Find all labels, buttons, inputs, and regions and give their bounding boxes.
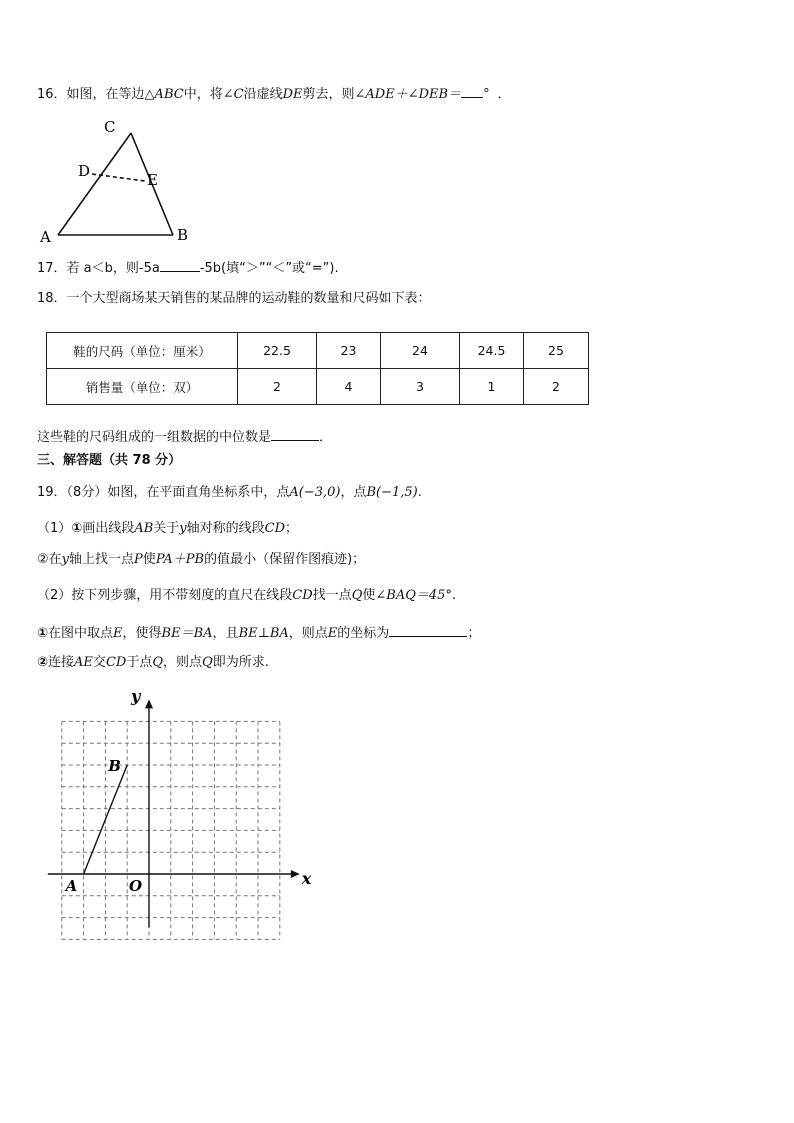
label-c: C (104, 118, 116, 136)
q16-answer-blank[interactable] (461, 84, 483, 98)
size-cell: 25 (524, 333, 589, 369)
q19-p2-angle: ∠BAQ＝45° (375, 588, 452, 603)
y-axis-arrow (145, 699, 153, 708)
q19-p1b-mark: ② (37, 552, 49, 567)
q19-p1a-text-2: 关于 (153, 521, 180, 536)
q19-p1a-cd: CD (264, 521, 286, 536)
q18-question-end: ． (319, 430, 333, 445)
q19-stem-2: ，点 (340, 485, 367, 500)
q19-s1-answer-blank[interactable] (389, 623, 467, 637)
q16-de: DE (282, 87, 303, 102)
q19-p1a-mark: ① (71, 521, 83, 536)
table-row (47, 333, 589, 369)
q19-part1b-line (37, 551, 365, 569)
q19-p1b-text-1: 在 (48, 552, 62, 567)
q19-number: 19． (37, 485, 67, 500)
q16-expression: ∠ADE＋∠DEB＝ (354, 87, 462, 102)
count-cell: 1 (460, 369, 524, 405)
q19-s1-text-4: ，则点 (288, 626, 328, 641)
q16-triangle-figure (36, 114, 196, 248)
size-cell: 22.5 (238, 333, 317, 369)
origin-label: O (129, 877, 143, 895)
q19-p2-text-4: . (451, 588, 457, 603)
q19-coordinate-graph (40, 686, 312, 962)
q19-p1a-text-3: 轴对称的线段 (186, 521, 265, 536)
q18-number: 18． (37, 291, 67, 306)
q19-s1-text-3: ，且 (212, 626, 239, 641)
q19-stem-3: . (417, 485, 422, 500)
q19-p1a-y: y (179, 521, 187, 536)
table-row (47, 369, 589, 405)
q19-s2-text-2: 交 (92, 655, 106, 670)
q16-degree: ° (483, 87, 490, 102)
x-axis-label: x (301, 869, 312, 888)
q19-stem-1: 如图，在平面直角坐标系中，点 (107, 485, 290, 500)
q19-point-b: B(−1,5) (366, 485, 418, 500)
q19-p1b-text-2: 轴上找一点 (69, 552, 135, 567)
q19-step2-line (37, 654, 269, 672)
q16-text-2: 中，将 (183, 87, 223, 102)
count-cell: 2 (524, 369, 589, 405)
q19-s2-text-5: 即为所求. (212, 655, 269, 670)
q19-p1b-sum: PA＋PB (155, 552, 205, 567)
q19-point-a: A(−3,0) (289, 485, 341, 500)
q19-p1a-text-4: ； (285, 521, 299, 536)
q17-line (37, 258, 339, 278)
section3-title: 三、解答题（共 78 分） (37, 453, 182, 468)
q19-s1-text-5: 的坐标为 (337, 626, 390, 641)
q17-text-after: -5b(填“＞”“＜”或“=”). (199, 261, 339, 276)
q19-s2-q2: Q (202, 655, 213, 670)
q16-text-3: 沿虚线 (243, 87, 283, 102)
q19-s1-e2: E (327, 626, 338, 641)
q19-part2-line (37, 587, 456, 605)
q19-p1b-p: P (134, 552, 143, 567)
q16-angle-c: ∠C (222, 87, 244, 102)
q19-s1-text-2: ，使得 (122, 626, 162, 641)
q19-p1b-text-4: 的值最小（保留作图痕迹)； (204, 552, 366, 567)
q19-p2-text-3: 使 (362, 588, 376, 603)
q18-size-table (46, 332, 589, 405)
q19-s2-ae: AE (74, 655, 93, 670)
q19-p2-text-1: 按下列步骤，用不带刻度的直尺在线段 (71, 588, 293, 603)
q19-s1-mark: ① (37, 626, 49, 641)
q16-end: ． (497, 87, 511, 102)
q19-p1a-ab: AB (134, 521, 154, 536)
q19-step1-line (37, 623, 480, 643)
size-cell: 24.5 (460, 333, 524, 369)
q19-score: （8分） (66, 485, 108, 500)
row2-header: 销售量（单位：双） (47, 369, 238, 405)
count-cell: 4 (317, 369, 381, 405)
label-d: D (78, 162, 91, 180)
label-e: E (147, 171, 158, 189)
label-b: B (177, 226, 189, 244)
q17-text-before: 若 a＜b，则-5a (66, 261, 160, 276)
q18-line (37, 290, 431, 308)
size-cell: 24 (381, 333, 460, 369)
q19-s2-text-3: 于点 (126, 655, 153, 670)
grid-lines (62, 721, 280, 939)
q19-s2-q: Q (152, 655, 163, 670)
q19-p1b-text-3: 使 (142, 552, 156, 567)
q19-s2-text-4: ，则点 (163, 655, 203, 670)
q19-s2-cd: CD (105, 655, 127, 670)
y-axis-label: y (131, 686, 141, 706)
q18-question-line (37, 427, 332, 447)
q19-s1-text-6: ； (467, 626, 481, 641)
q19-p2-text-2: 找一点 (312, 588, 352, 603)
q16-triangle: △ABC (144, 87, 184, 102)
count-cell: 2 (238, 369, 317, 405)
row1-header: 鞋的尺码（单位：厘米） (47, 333, 238, 369)
point-a-label: A (65, 877, 78, 895)
q19-p1-label: （1） (37, 521, 72, 536)
q17-answer-blank[interactable] (160, 258, 200, 272)
count-cell: 3 (381, 369, 460, 405)
q19-p2-q: Q (351, 588, 363, 603)
q18-text: 一个大型商场某天销售的某品牌的运动鞋的数量和尺码如下表： (66, 291, 431, 306)
q19-s2-text-1: 连接 (48, 655, 75, 670)
q19-s2-mark: ② (37, 655, 49, 670)
q16-text-1: 如图，在等边 (66, 87, 145, 102)
size-cell: 23 (317, 333, 381, 369)
q16-text-4: 剪去，则 (302, 87, 355, 102)
q19-p1b-y: y (61, 552, 70, 567)
q16-line (37, 84, 511, 104)
q19-p2-cd: CD (292, 588, 313, 603)
q18-question: 这些鞋的尺码组成的一组数据的中位数是 (37, 430, 272, 445)
q17-number: 17． (37, 261, 67, 276)
q19-s1-perp: BE⊥BA (238, 626, 289, 641)
label-a: A (40, 228, 51, 246)
q16-number: 16． (37, 87, 67, 102)
q19-part1a-line (37, 520, 298, 538)
q19-stem-line (37, 484, 422, 502)
q18-answer-blank[interactable] (271, 427, 319, 441)
section-title (37, 452, 181, 470)
q19-s1-text-1: 在图中取点 (48, 626, 114, 641)
q19-p2-label: （2） (37, 588, 72, 603)
q19-s1-eq: BE＝BA (161, 626, 213, 641)
point-b-label: B (108, 757, 121, 775)
q19-p1a-text-1: 画出线段 (82, 521, 135, 536)
q19-s1-e: E (113, 626, 123, 641)
x-axis-arrow (291, 870, 300, 878)
